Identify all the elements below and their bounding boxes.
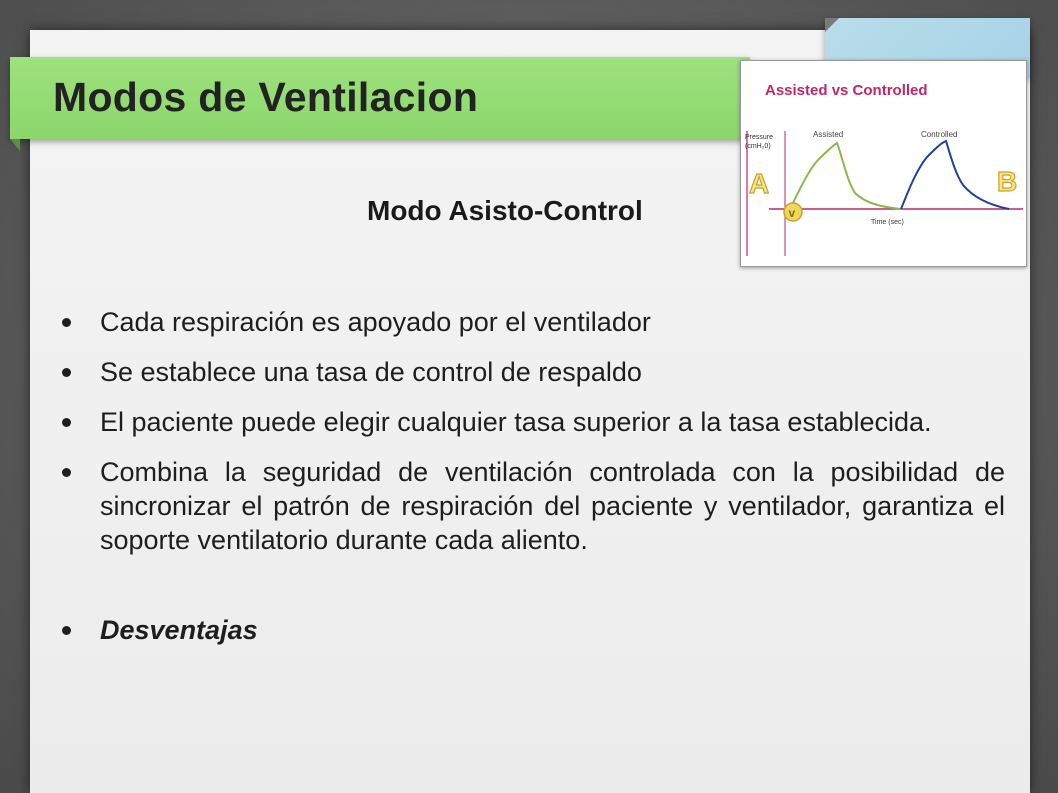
bullet-item-desventajas	[60, 613, 1005, 647]
bullet-item	[60, 455, 1005, 557]
assisted-waveform	[785, 143, 901, 209]
bullet-dot	[62, 318, 71, 327]
bullet-item	[60, 305, 1005, 339]
bullet-text-desventajas: Desventajas	[100, 615, 258, 645]
bullet-text: Combina la seguridad de ventilación controlada con la posibilidad de sincronizar el patrón de respiración del paciente y ventilador, garantiza el soporte ventilatorio durante cada aliento.	[100, 457, 1005, 555]
trigger-marker-label: v	[788, 206, 796, 220]
bullet-text: Se establece una tasa de control de respaldo	[100, 357, 642, 387]
label-assisted: Assisted	[813, 130, 844, 139]
figure-title: Assisted vs Controlled	[765, 82, 928, 99]
figure-assisted-vs-controlled	[740, 60, 1027, 267]
figure-ylabel-line1: Pressure	[745, 134, 774, 141]
bullet-dot	[62, 626, 71, 635]
controlled-waveform	[901, 141, 1009, 209]
slide-title: Modos de Ventilacion	[53, 74, 479, 120]
pressure-waveform-figure	[741, 61, 1026, 266]
slide-subtitle: Modo Asisto-Control	[367, 195, 643, 226]
label-controlled: Controlled	[921, 130, 958, 139]
bullet-dot	[62, 368, 71, 377]
bullet-text: Cada respiración es apoyado por el ventilador	[100, 307, 651, 337]
bullet-dot	[62, 418, 71, 427]
figure-ylabel-line2: (cmH₂0)	[745, 143, 771, 150]
figure-xlabel: Time (sec)	[871, 219, 904, 226]
bullet-dot	[62, 468, 71, 477]
bullet-item	[60, 355, 1005, 389]
bullet-text: El paciente puede elegir cualquier tasa superior a la tasa establecida.	[100, 407, 932, 437]
marker-a: A	[749, 168, 770, 199]
bullet-item	[60, 405, 1005, 439]
marker-b: B	[997, 166, 1018, 197]
bullet-list	[60, 305, 1005, 663]
